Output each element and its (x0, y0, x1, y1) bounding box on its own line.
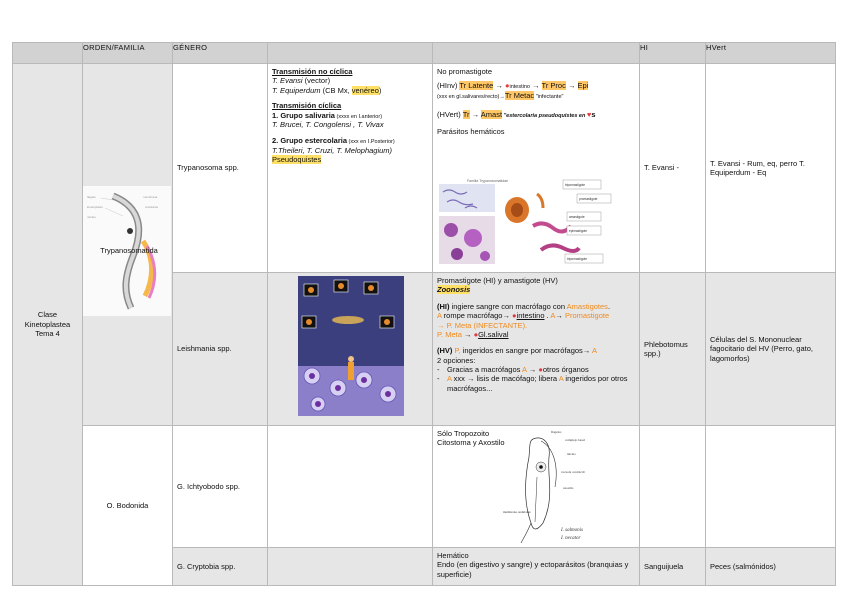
trypanosoma-transmission-cell (268, 64, 433, 273)
hvert-trypanosoma: T. Evansi - Rum, eq, perro T. Equiperdum - Eq (706, 64, 836, 273)
estercolaria-note: (xxx en I.Posterior) (347, 138, 395, 145)
glandulas-note: (xxx en gl.salivares/recto)→ (437, 94, 505, 101)
ich-label-complejo: complejo basal (565, 438, 585, 442)
ich-label-flagelos: flagelos (551, 430, 562, 434)
amastigotes-text: Amastigotes (566, 301, 608, 311)
arrow-2: → (530, 81, 542, 91)
intestino-link-text: intestino (516, 311, 545, 321)
heart-icon: ♥ (586, 110, 592, 120)
genus-cryptobia: G. Cryptobia spp. (173, 548, 268, 586)
arrow-3: → (565, 81, 578, 91)
trypanosomatidae-forms-figure (437, 176, 612, 268)
hi-leishmania: Phlebotomus spp.) (640, 273, 706, 426)
leishmania-lifecycle-image (298, 276, 404, 416)
rompe-text: rompe macrófago→ (441, 311, 513, 321)
p-text: P, (452, 346, 463, 356)
tr-proc-highlight: Tr Proc (541, 81, 566, 91)
a-text-1: A (437, 311, 442, 321)
header-hi: HI (640, 43, 706, 64)
parasitos-hematicos-text: Parásitos hemáticos (437, 127, 505, 136)
t-evansi-text: T. Evansi (272, 76, 303, 86)
fig-label-4: epimastigote (569, 229, 588, 233)
arrow-6: → (461, 329, 474, 339)
fig-label-1: tripomastigote (565, 183, 586, 187)
order-trypanosomatida: Trypanosomatida (100, 246, 158, 255)
venereo-highlight: venéreo (351, 85, 379, 95)
gl-salival-text: Gl.salival (478, 329, 509, 339)
arrow-5: → (555, 311, 565, 321)
svg-text:flagelo: flagelo (87, 195, 96, 199)
dot: . (607, 301, 611, 311)
t-equiperdum-text: T. Equiperdum (272, 85, 321, 95)
fig-label-2: promastigote (579, 197, 598, 201)
arrow-7: → (526, 365, 539, 374)
genus-leishmania: Leishmania spp. (173, 273, 268, 426)
estercolaria-species: T.Theileri, T. Cruzi, T. Melophagium) (272, 145, 393, 155)
fig-label-5: tripomastigote (567, 257, 588, 261)
paren-close: ) (378, 85, 382, 95)
clase-name: Kinetoplastea (24, 319, 71, 329)
dot-2: . (544, 311, 551, 321)
svg-text:núcleo: núcleo (87, 215, 96, 219)
ingiere-text: ingiere sangre con macrófago con (449, 301, 567, 311)
tr-highlight: Tr (462, 110, 470, 120)
header-orden-familia: ORDEN/FAMILIA (83, 43, 173, 64)
pin-icon: ● (512, 311, 517, 321)
a-text-6: A (558, 374, 564, 384)
svg-text:ondulante: ondulante (145, 205, 159, 209)
leishmania-image-cell (268, 273, 433, 426)
header-empty-2 (268, 43, 433, 64)
ich-caption-salmonis: I. salmonis (561, 528, 583, 533)
a-text-4: A (522, 365, 527, 374)
ich-label-vacuola: vacuola contráctil (561, 470, 585, 474)
hematico-text: Hemático (437, 551, 469, 560)
gracias-text: Gracias a macrófagos (447, 365, 523, 374)
salivaria-species: T. Brucei, T. Congolensi , T. Vivax (272, 120, 384, 130)
vector-text: (vector) (302, 76, 331, 86)
clase-cell (13, 64, 83, 586)
grupo-salivaria-text: 1. Grupo salivaria (272, 110, 335, 120)
fig-label-3: amastigote (569, 215, 585, 219)
no-promastigote-text: No promastigote (437, 67, 493, 76)
hv-label: (HV) (437, 346, 453, 356)
hinv-label: (HInv) (437, 81, 460, 91)
a-text-5: A (447, 374, 452, 384)
promastigote-text: Promastigote (564, 311, 610, 321)
genus-trypanosoma: Trypanosoma spp. (173, 64, 268, 273)
ich-label-membrana: membrana ondulante (503, 510, 531, 514)
heart-suffix: s (591, 110, 596, 120)
ichtyobodo-description-cell (433, 426, 640, 548)
hi-cryptobia: Sanguijuela (640, 548, 706, 586)
estercolaria-pseudoquistes-note: "estercolaria pseudoquistes en (502, 113, 587, 120)
header-hvert: HVert (706, 43, 836, 64)
figure-title: Familia Trypanosomatidae (467, 179, 509, 183)
transmision-ciclica-heading: Transmisión cíclica (272, 101, 342, 111)
order-trypanosomatida-cell (83, 64, 173, 426)
salivaria-note: (xxxx en I.anterior) (334, 113, 383, 120)
arrow-4: → (469, 110, 481, 120)
epi-highlight: Epi (577, 81, 589, 91)
hvert-ichtyobodo (706, 426, 836, 548)
svg-text:kinetoplasto: kinetoplasto (87, 205, 104, 209)
transmision-no-ciclica-heading: Transmisión no cíclica (272, 67, 353, 76)
p-meta-text: P. Meta (437, 329, 462, 339)
header-empty-1 (13, 43, 83, 64)
citostoma-axostilo-text: Citostoma y Axostilo (437, 438, 505, 448)
svg-text:membrana: membrana (143, 195, 158, 199)
a-text-3: A (591, 346, 597, 356)
pin-icon: ● (538, 365, 543, 374)
cb-mx-text: (CB Mx, (320, 85, 352, 95)
dos-opciones-text: 2 opciones: (437, 355, 476, 365)
leishmania-lifecycle-cell (433, 273, 640, 426)
hvert-cryptobia: Peces (salmónidos) (706, 548, 836, 586)
grupo-estercolaria-text: 2. Grupo estercolaria (272, 135, 348, 145)
classification-table (12, 42, 836, 586)
p-meta-infectante-text: → P. Meta (INFECTANTE). (437, 320, 528, 330)
ichtyobodo-empty-cell (268, 426, 433, 548)
ich-label-nucleo: núcleo (567, 452, 576, 456)
ich-caption-necator: I. necator (561, 536, 581, 541)
hi-ichtyobodo (640, 426, 706, 548)
cryptobia-empty-cell (268, 548, 433, 586)
intestino-text: intestino (509, 84, 530, 91)
infectante-note: "infectante" (534, 94, 564, 101)
solo-tropozoito-text: Sólo Tropozoito (437, 429, 490, 438)
tr-metac-highlight: Tr Metac (504, 91, 535, 101)
option-2: - A xxx → lisis de macófago; libera A ingeridos por otros macrófagos... (437, 374, 628, 393)
cryptobia-description-cell (433, 548, 640, 586)
pin-icon: ● (473, 329, 479, 339)
order-bodonida: O. Bodonida (83, 426, 173, 586)
hi-label: (HI) (437, 301, 450, 311)
tema-label: Tema 4 (35, 329, 60, 339)
ich-label-axostilo: axostilo (563, 486, 574, 490)
trypanosoma-lifecycle-cell (433, 64, 640, 273)
a-text-2: A (550, 311, 556, 321)
tr-latente-highlight: Tr Latente (459, 81, 494, 91)
header-empty-3 (433, 43, 640, 64)
endo-ecto-text: Endo (en digestivo y sangre) y ectoparásitos (branquias y superficie) (437, 560, 629, 579)
hvert-leishmania: Células del S. Mononuclear fagocitario del HV (Perro, gato, lagomorfos) (706, 273, 836, 426)
hi-trypanosoma: T. Evansi - (640, 64, 706, 273)
zoonosis-highlight: Zoonosis (437, 285, 471, 295)
option-1: - Gracias a macrófagos A → ●otros órganos (437, 365, 589, 374)
pin-icon: ● (504, 81, 510, 91)
lisis-text: xxx → lisis de macófago; libera (451, 374, 559, 384)
arrow-1: → (493, 81, 505, 91)
ingeridos-text: ingeridos en sangre por macrófagos→ (462, 346, 592, 356)
hvert-label: (HVert) (437, 110, 463, 120)
ichthyobodo-diagram (503, 427, 593, 545)
pseudoquistes-highlight: Pseudoquistes (272, 155, 322, 164)
ingeridos-otros-text: ingeridos por otros macrófagos... (447, 374, 628, 393)
otros-organos-text: otros órganos (542, 365, 589, 374)
genus-ichtyobodo: G. Ichtyobodo spp. (173, 426, 268, 548)
amast-highlight: Amast (480, 110, 503, 120)
promastigote-amastigote-text: Promastigote (HI) y amastigote (HV) (437, 276, 558, 285)
header-genero: GÉNERO (173, 43, 268, 64)
clase-label: Clase (37, 310, 58, 320)
